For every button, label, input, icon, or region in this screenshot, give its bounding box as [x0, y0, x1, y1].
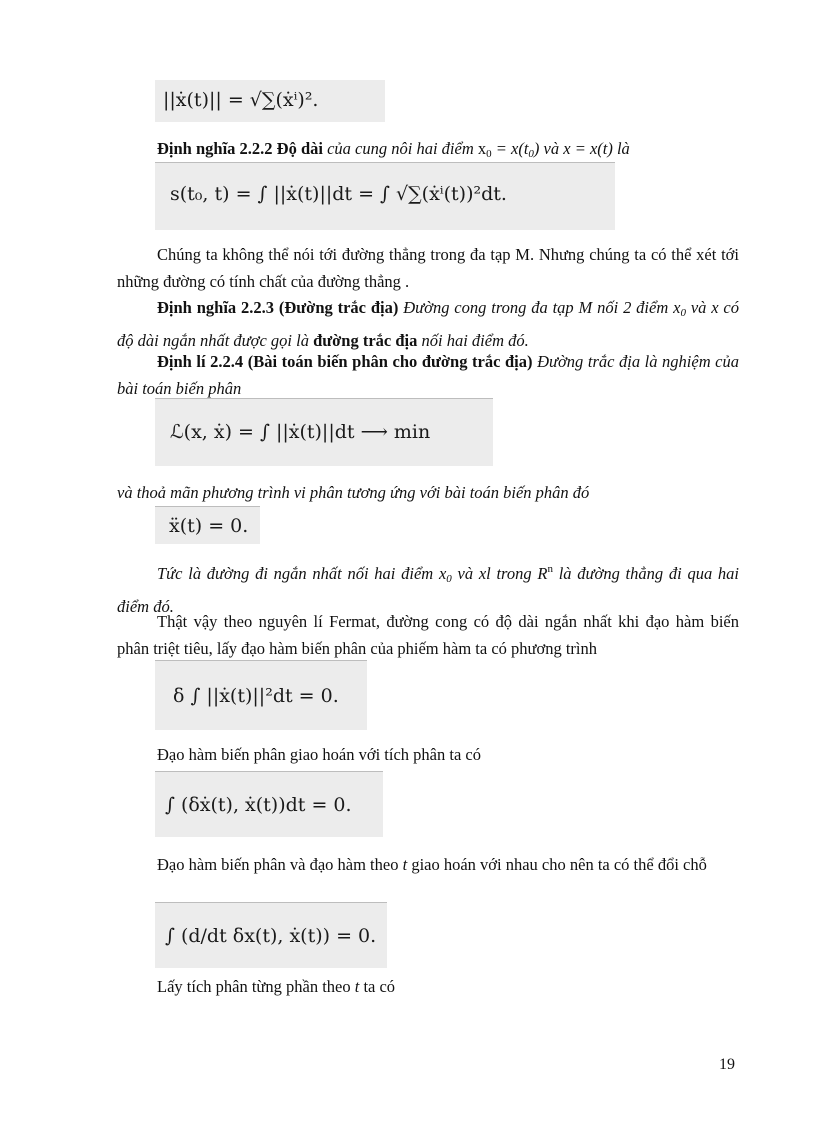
theorem-continuation: và thoả mãn phương trình vi phân tương ứng với bài toán biến phân đó: [117, 483, 590, 502]
paragraph-meaning: Tức là đường đi ngắn nhất nối hai điểm $x_0$ và xl trong $R^n$ là đường thẳng đi qua hai điểm đó.: [117, 563, 740, 616]
definition-2-2-2: Định nghĩa 2.2.2 Độ dài của cung nôi hai điểm $x0 = x(t_0)$ và x = x(t) là: [157, 139, 630, 160]
paragraph-commute-derivative: Đạo hàm biến phân và đạo hàm theo t giao hoán với nhau cho nên ta có thể đổi chỗ: [157, 855, 707, 874]
equation-norm: ||ẋ(t)|| = √∑(ẋⁱ)².: [155, 80, 385, 122]
paragraph-straight-line: Chúng ta không thể nói tới đường thẳng trong đa tạp M. Nhưng chúng ta có thể xét tới những đường có tính chất của đường thẳng .: [117, 245, 739, 291]
definition-term: Độ dài: [276, 139, 323, 158]
equation-arc-length: s(t₀, t) = ∫ ||ẋ(t)||dt = ∫ √∑(ẋⁱ(t))²dt.: [155, 162, 615, 230]
equation-commute-derivative: ∫ (d/dt δx(t), ẋ(t)) = 0.: [155, 902, 387, 968]
equation-lagrangian: ℒ(x, ẋ) = ∫ ||ẋ(t)||dt ⟶ min: [155, 398, 493, 466]
paragraph-commute-integral: Đạo hàm biến phân giao hoán với tích phân ta có: [157, 745, 481, 764]
page-number: 19: [719, 1056, 735, 1073]
definition-label: Định nghĩa 2.2.2: [157, 139, 273, 158]
equation-variation: δ ∫ ||ẋ(t)||²dt = 0.: [155, 660, 367, 730]
equation-euler-lagrange: ẍ(t) = 0.: [155, 506, 260, 544]
paragraph-integration-by-parts: Lấy tích phân từng phần theo t ta có: [157, 977, 396, 996]
geodesic-term: đường trắc địa: [313, 331, 418, 350]
equation-commute-integral: ∫ (δẋ(t), ẋ(t))dt = 0.: [155, 771, 383, 837]
definition-2-2-3: Định nghĩa 2.2.3 (Đường trắc địa) Đường cong trong đa tạp M nối 2 điểm $x_0$ và x có độ dài ngắn nhất được gọi là đường trắc địa nối hai điểm đó.: [117, 298, 739, 350]
theorem-2-2-4: Định lí 2.2.4 (Bài toán biến phân cho đường trắc địa) Đường trắc địa là nghiệm của bài toán biến phân: [117, 352, 740, 398]
paragraph-fermat: Thật vậy theo nguyên lí Fermat, đường cong có độ dài ngắn nhất khi đạo hàm biến phân triệt tiêu, lấy đạo hàm biến phân của phiếm hàm ta có phương trình: [117, 612, 739, 658]
